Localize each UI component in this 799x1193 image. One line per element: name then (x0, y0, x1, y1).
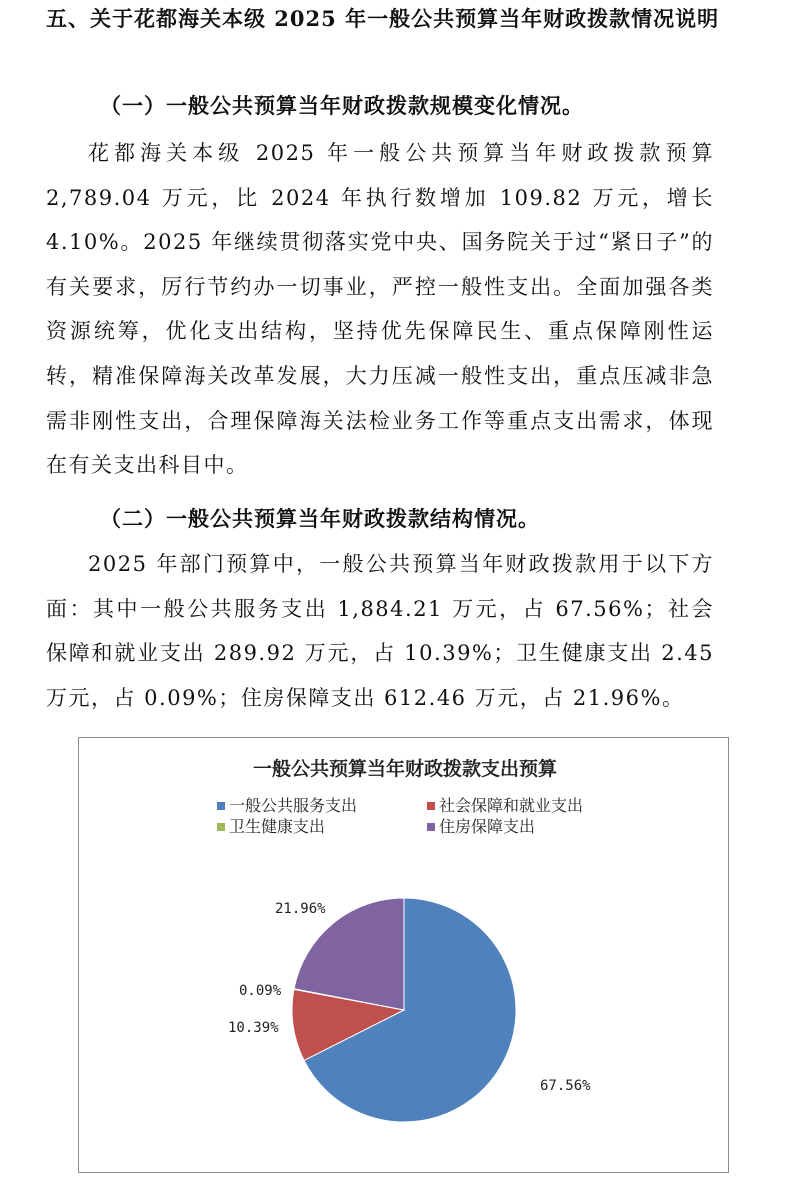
pie-slices (292, 898, 516, 1122)
subheading-structure: （二）一般公共预算当年财政拨款结构情况。 (100, 506, 540, 531)
legend-label-0: 一般公共服务支出 (229, 796, 358, 815)
chart-title: 一般公共预算当年财政拨款支出预算 (252, 758, 558, 780)
legend-swatch-3 (427, 823, 435, 831)
legend-swatch-2 (217, 823, 225, 831)
legend-swatch-1 (427, 802, 435, 810)
paragraph-structure: 2025 年部门预算中，一般公共预算当年财政拨款用于以下方面：其中一般公共服务支出 1,884.21 万元，占 67.56%；社会保障和就业支出 289.92 万元，占 10.39%；卫生健康支出 2.45 万元，占 0.09%；住房保障支出 612.46 万元，占 21.96%。 (46, 552, 714, 710)
data-label-3: 21.96% (275, 901, 326, 917)
data-label-2: 0.09% (239, 983, 282, 999)
pie-chart (78, 737, 729, 1173)
legend-label-1: 社会保障和就业支出 (439, 796, 584, 815)
data-label-1: 10.39% (228, 1020, 279, 1036)
data-label-0: 67.56% (540, 1078, 591, 1094)
legend-label-3: 住房保障支出 (439, 817, 536, 836)
pie-chart-svg (79, 738, 730, 1174)
section-heading: 五、关于花都海关本级 2025 年一般公共预算当年财政拨款情况说明 (46, 6, 720, 31)
paragraph-scale: 花都海关本级 2025 年一般公共预算当年财政拨款预算 2,789.04 万元，比 2024 年执行数增加 109.82 万元，增长 4.10%。2025 年继续贯彻落实党中央、国务院关于过“紧日子”的有关要求，厉行节约办一切事业，严控一般性支出。全面加强各类资源统筹，优化支出结构，坚持优先保障民生、重点保障刚性运转，精准保障海关改革发展，大力压减一般性支出，重点压减非急需非刚性支出，合理保障海关法检业务工作等重点支出需求，体现在有关支出科目中。 (46, 141, 714, 478)
subheading-scale: （一）一般公共预算当年财政拨款规模变化情况。 (100, 93, 584, 118)
legend-swatch-0 (217, 802, 225, 810)
legend-label-2: 卫生健康支出 (229, 817, 326, 836)
chart-legend (217, 796, 583, 836)
